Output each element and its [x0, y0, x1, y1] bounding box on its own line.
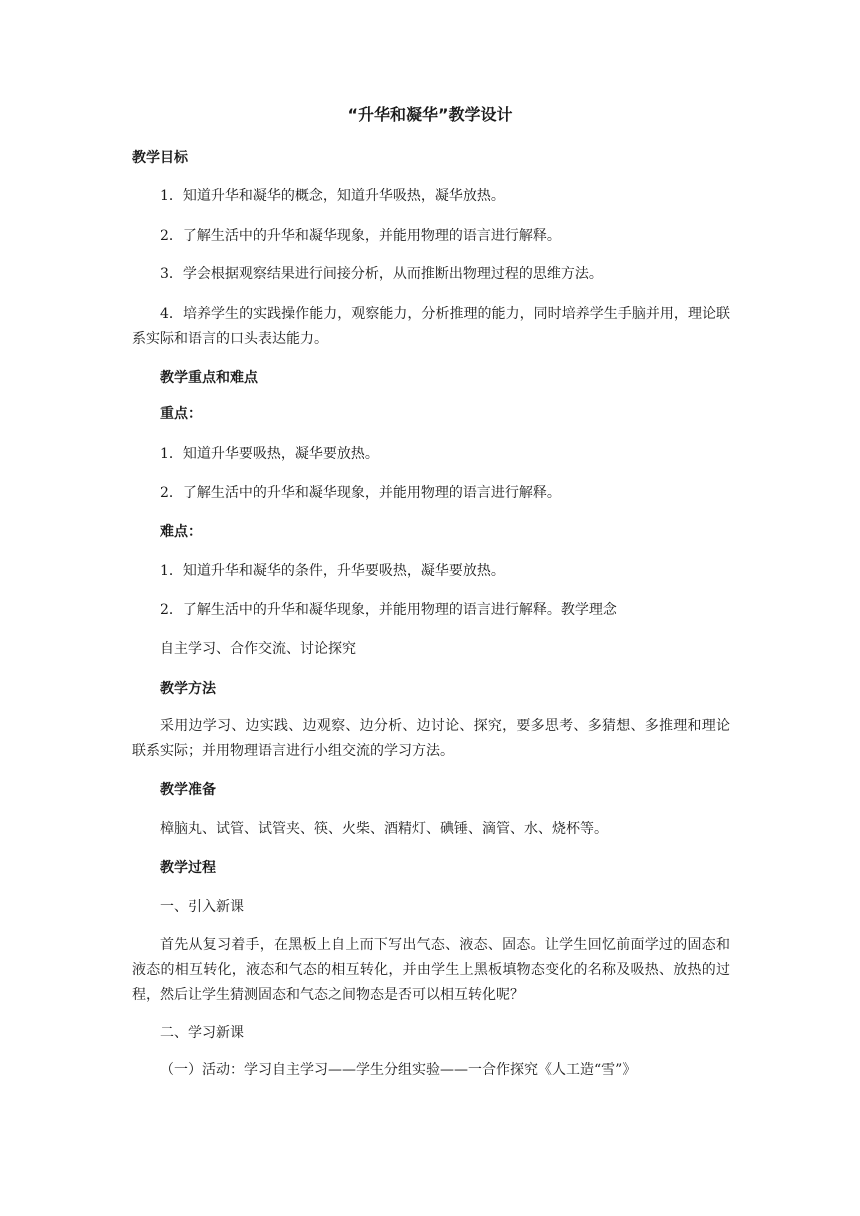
objective-item: 4．培养学生的实践操作能力，观察能力，分析推理的能力，同时培养学生手脑并用，理论联系实际和语言的口头表达能力。: [132, 306, 730, 347]
focus-item: 2．了解生活中的升华和凝华现象，并能用物理的语言进行解释。: [160, 485, 561, 501]
document-title: “升华和凝华”教学设计: [347, 105, 513, 124]
section1-heading: 一、引入新课: [160, 899, 244, 915]
objective-item: 1．知道升华和凝华的概念，知道升华吸热，凝华放热。: [160, 188, 505, 204]
preparation-text: 樟脑丸、试管、试管夹、筷、火柴、酒精灯、碘锤、滴管、水、烧杯等。: [160, 821, 608, 837]
section2-heading: 二、学习新课: [160, 1025, 244, 1041]
objective-item: 3．学会根据观察结果进行间接分析，从而推断出物理过程的思维方法。: [160, 266, 603, 282]
focus-heading: 重点：: [160, 406, 202, 422]
process-heading: 教学过程: [160, 860, 216, 876]
difficulty-item: 2．了解生活中的升华和凝华现象，并能用物理的语言进行解释。教学理念: [160, 602, 617, 618]
difficulty-item: 1．知道升华和凝华的条件，升华要吸热，凝华要放热。: [160, 563, 505, 579]
philosophy-text: 自主学习、合作交流、讨论探究: [160, 641, 356, 657]
focus-item: 1．知道升华要吸热，凝华要放热。: [160, 446, 379, 462]
section1-text: 首先从复习着手，在黑板上自上而下写出气态、液态、固态。让学生回忆前面学过的固态和液态的相互转化，液态和气态的相互转化，并由学生上黑板填物态变化的名称及吸热、放热的过程，然后让学生猜测固态和气态之间物态是否可以相互转化呢？: [132, 937, 730, 1003]
objective-item: 2．了解生活中的升华和凝华现象，并能用物理的语言进行解释。: [160, 228, 561, 244]
objectives-heading: 教学目标: [132, 150, 188, 166]
activity-text: （一）活动：学习自主学习——学生分组实验——一合作探究《人工造“雪”》: [160, 1062, 637, 1078]
key-points-heading: 教学重点和难点: [160, 370, 258, 386]
methods-text: 采用边学习、边实践、边观察、边分析、边讨论、探究，要多思考、多猜想、多推理和理论联系实际；并用物理语言进行小组交流的学习方法。: [132, 718, 730, 759]
difficulty-heading: 难点：: [160, 524, 202, 540]
methods-heading: 教学方法: [160, 681, 216, 697]
preparation-heading: 教学准备: [160, 782, 216, 798]
